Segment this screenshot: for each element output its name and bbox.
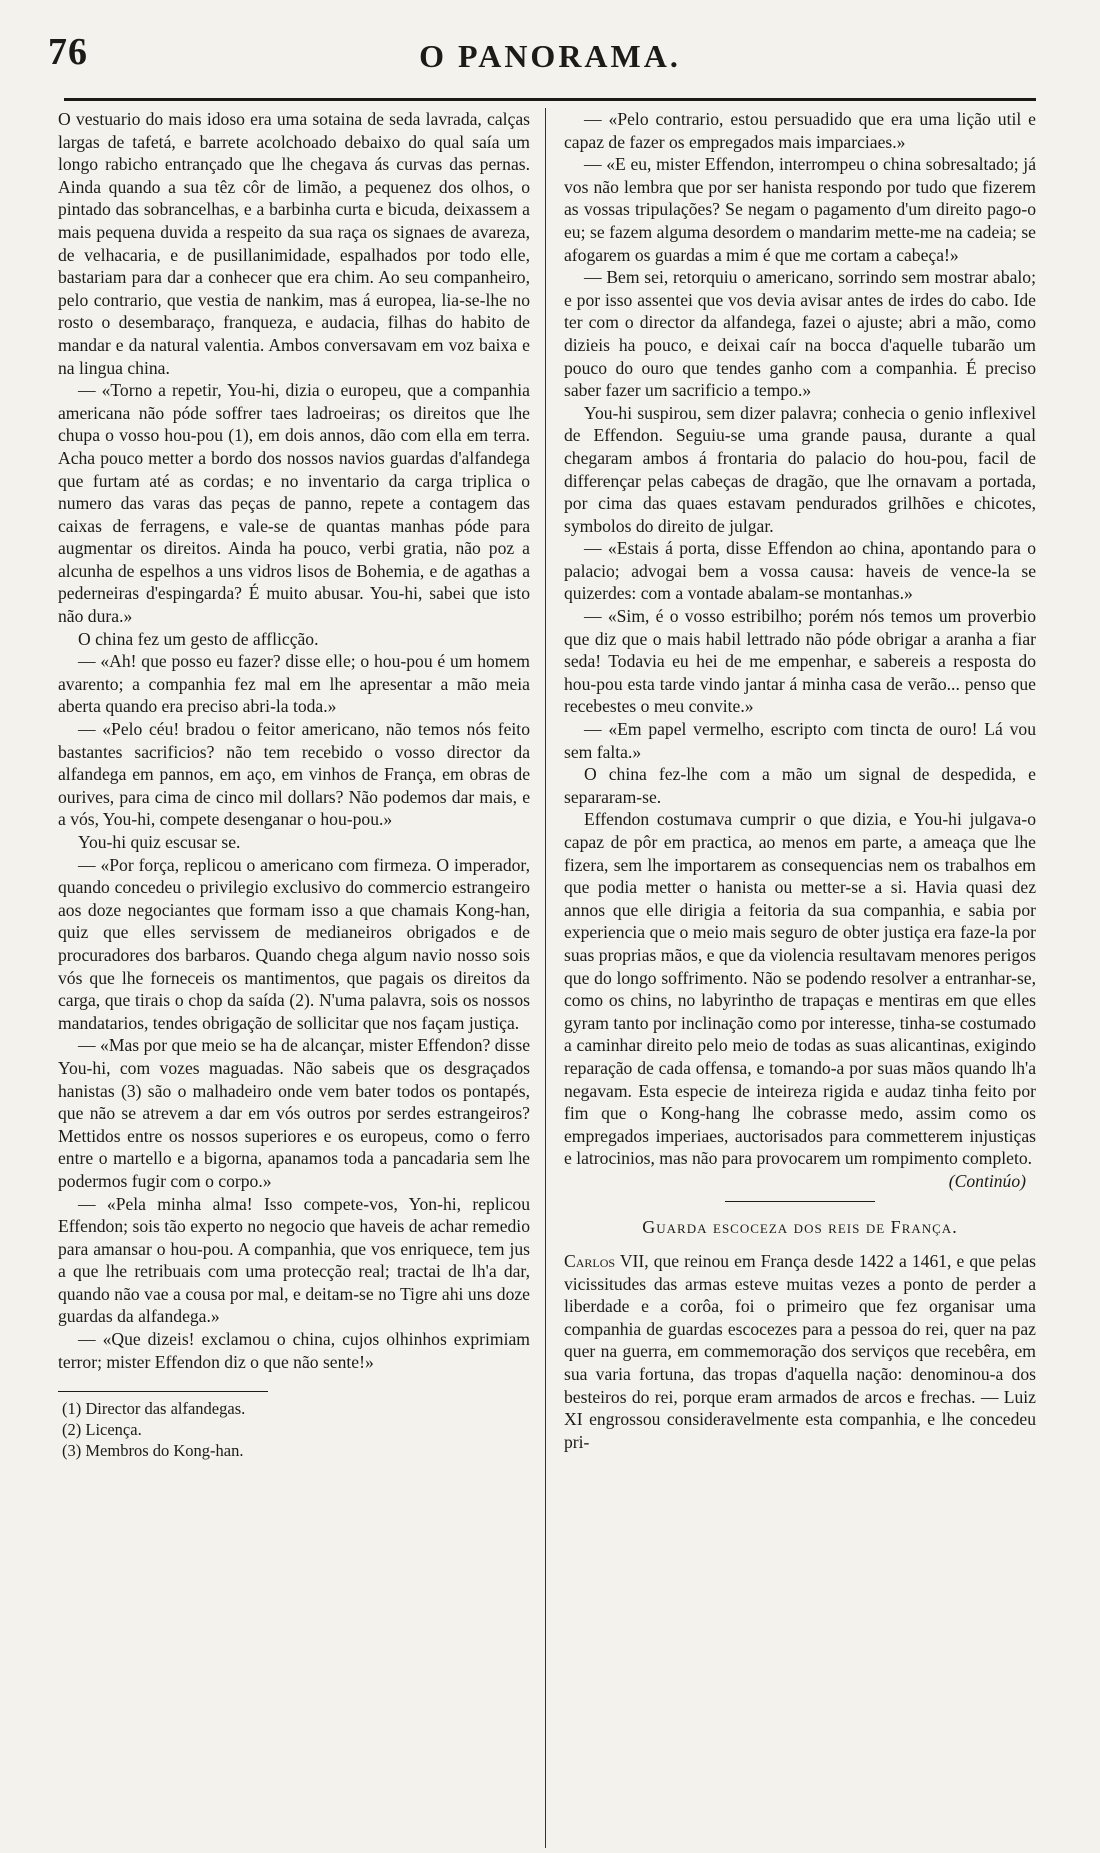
paragraph: — «Torno a repetir, You-hi, dizia o europeu, que a companhia americana não póde soffrer taes ladroeiras; os direitos que lhe chupa o vosso hou-pou (1), em dois annos, dão com ella em terra. Acha pouco metter a bordo dos nossos navios guardas d'alfandega que furtam até as cordas; e no inventario da carga triplica o numero das varas das peças de panno, repete a contagem das caixas de ferragens, e vale-se de quantas manhas póde para augmentar os direitos. Ainda ha pouco, verbi gratia, não poz a alcunha de espelhos a uns vidros lisos de Bohemia, e de agathas a pederneiras d'espingarda? É muito abusar. You-hi, sabei que isto não dura.» bbox=[58, 380, 530, 627]
paragraph: — «E eu, mister Effendon, interrompeu o china sobresaltado; já vos não lembra que por ser hanista respondo por tudo que fizerem as vossas tripulações? Se negam o pagamento d'um direito pago-o eu; se fazem alguma desordem o mandarim mette-me na cadeia; se afogarem os guardas a mim é que me cortam a cabeça!» bbox=[564, 154, 1036, 265]
journal-title: O PANORAMA. bbox=[419, 38, 681, 74]
paragraph: — «Por força, replicou o americano com firmeza. O imperador, quando concedeu o privilegio exclusivo do commercio estrangeiro aos doze negociantes que formam isso a que chamais Kong-han, quiz que elles servissem de medianeiros obrigados e de procuradores dos barbaros. Quando chega algum navio nosso sois vós que lhe forneceis os mantimentos, que pagais os direitos da carga, que tirais o chop da saída (2). N'uma palavra, sois os nossos mandatarios, tendes obrigação de sollicitar que nos façam justiça. bbox=[58, 854, 530, 1033]
continued-note: (Continúo) bbox=[948, 1170, 1026, 1191]
lead-word: Carlos bbox=[564, 1251, 616, 1272]
paragraph: — «Ah! que posso eu fazer? disse elle; o hou-pou é um homem avarento; a companhia fez mal em lhe apresentar a mão meia aberta quando era preciso abri-la toda.» bbox=[58, 651, 530, 717]
paragraph: — «Pelo céu! bradou o feitor americano, não temos nós feito bastantes sacrificios? não tem recebido o vosso director da alfandega em pannos, em aço, em vinhos de França, em obras de ourives, para cima de cinco mil dollars? Não podemos dar mais, e a vós, You-hi, compete desenganar o hou-pou.» bbox=[58, 719, 530, 830]
paragraph: You-hi quiz escusar se. bbox=[78, 832, 241, 852]
footnote-rule bbox=[58, 1391, 268, 1392]
article-text: VII, que reinou em França desde 1422 a 1461, e que pelas vicissitudes das armas esteve muitas vezes a ponto de perder a liberdade e a corôa, foi o primeiro que fez organisar uma companhia de guardas escocezes para a pessoa do rei, quer na paz quer na guerra, em commemoração dos serviços que recebêra, em sua varia fortuna, das tropas d'aquella nação: denominou-a dos besteiros do rei, porque eram armados de arcos e frechas. — Luiz XI engrossou consideravelmente esta companhia, e lhe concedeu pri- bbox=[564, 1251, 1036, 1452]
footnote: (1) Director das alfandegas. bbox=[62, 1399, 246, 1419]
paragraph: — «Que dizeis! exclamou o china, cujos olhinhos exprimiam terror; mister Effendon diz o que não sente!» bbox=[58, 1329, 530, 1372]
paragraph: — «Estais á porta, disse Effendon ao china, apontando para o palacio; advogai bem a vossa causa: haveis de vence-la se quizerdes: com a vontade abalam-se montanhas.» bbox=[564, 538, 1036, 604]
article-paragraph bbox=[564, 1250, 1036, 1453]
section-rule bbox=[725, 1201, 875, 1202]
section-heading: Guarda escoceza dos reis de França. bbox=[642, 1216, 958, 1237]
paragraph: O china fez-lhe com a mão um signal de despedida, e separaram-se. bbox=[564, 764, 1036, 807]
paragraph: O vestuario do mais idoso era uma sotaina de seda lavrada, calças largas de tafetá, e barrete acolchoado debaixo do qual saía um longo rabicho entrançado que lhe chegava ás curvas das pernas. Ainda quando a sua têz côr de limão, a pequenez dos olhos, o pintado das sobrancelhas, e a barbinha curta e bicuda, deixassem a mais pequena duvida a respeito da sua raça os signaes de avareza, de velhacaria, e de pusillanimidade, espalhados por todo elle, bastariam para dar a conhecer que era chim. Ao seu companheiro, pelo contrario, que vestia de nankim, mas á europea, lia-se-lhe no rosto o desembaraço, franqueza, e audacia, filhas do habito de mandar e da natural valentia. Ambos conversavam em voz baixa e na lingua china. bbox=[58, 109, 530, 378]
paragraph: — «Pelo contrario, estou persuadido que era uma lição util e capaz de fazer os empregados mais imparciaes.» bbox=[564, 109, 1036, 152]
left-column bbox=[58, 108, 530, 1461]
header-rule bbox=[64, 98, 1036, 101]
column-divider bbox=[545, 108, 546, 1848]
paragraph: — «Em papel vermelho, escripto com tincta de ouro! Lá vou sem falta.» bbox=[564, 719, 1036, 762]
page-number: 76 bbox=[48, 31, 88, 73]
footnote: (2) Licença. bbox=[62, 1420, 142, 1440]
paragraph: — «Sim, é o vosso estribilho; porém nós temos um proverbio que diz que o mais habil lettrado não póde obrigar a aranha a fiar seda! Todavia eu hei de me empenhar, e sabereis a resposta do hou-pou esta tarde vindo jantar á minha casa de verão... penso que recebestes o meu convite.» bbox=[564, 606, 1036, 717]
paragraph: — «Mas por que meio se ha de alcançar, mister Effendon? disse You-hi, com vozes maguadas. Não sabeis que os desgraçados hanistas (3) são o malhadeiro onde vem bater todos os pontapés, que não se atrevem a dar em vós outros por serdes estrangeiros? Mettidos entre os nossos superiores e os europeus, como o ferro entre o martello e a bigorna, apanamos toda a pancadaria sem lhe podermos fugir com o corpo.» bbox=[58, 1035, 530, 1191]
paragraph: — «Pela minha alma! Isso compete-vos, Yon-hi, replicou Effendon; sois tão experto no negocio que haveis de achar remedio para amansar o hou-pou. A companhia, que vos enriquece, tem jus a que lhe retribuais com uma protecção real; tractai de lh'a dar, quando não vae a cousa por mal, e deitam-se no Tigre ahi uns doze guardas da alfandega.» bbox=[58, 1193, 530, 1327]
footnote: (3) Membros do Kong-han. bbox=[62, 1441, 244, 1461]
paragraph: O china fez um gesto de afflicção. bbox=[78, 628, 319, 649]
paragraph: Effendon costumava cumprir o que dizia, e You-hi julgava-o capaz de pôr em practica, ao menos em parte, a ameaça que lhe fizera, sem lhe importarem as consequencias nem os trabalhos em que podia metter o hanista ou metter-se a si. Havia quasi dez annos que elle dirigia a feitoria da sua companhia, e sabia por experiencia que o meio mais seguro de obter justiça era faze-la por suas proprias mãos, e que da violencia resultavam menores perigos que do longo soffrimento. Não se podendo resolver a entranhar-se, como os chins, no labyrintho de trapaças e mentiras em que elles gyram tanto por inclinação como por interesse, tinha-se costumado a caminhar direito pelo meio de todas as suas alicantinas, exigindo reparação de cada offensa, e tomando-a por suas mãos quando lh'a negavam. Esta especie de inteireza rigida e audaz tinha feito por fim que o Kong-hang lhe cobrasse medo, assim como os empregados imperiaes, auctorisados para commetterem injustiças e latrocinios, mas não para provocarem um rompimento completo. bbox=[564, 809, 1036, 1169]
paragraph: You-hi suspirou, sem dizer palavra; conhecia o genio inflexivel de Effendon. Seguiu-se uma grande pausa, durante a qual chegaram ambos á frontaria do palacio do hou-pou, facil de differençar pelas cabeças de dragão, que lhe ornavam a portada, por cima das quaes estavam pendurados grilhões e chicotes, symbolos do direito de julgar. bbox=[564, 402, 1036, 536]
paragraph: — Bem sei, retorquiu o americano, sorrindo sem mostrar abalo; e por isso assentei que vos devia avisar antes de irdes do cabo. Ide ter com o director da alfandega, fazei o ajuste; abri a mão, como dizieis ha pouco, e deixai caír na bocca d'aquelle tubarão um pouco do ouro que tendes ganho com a companhia. É preciso saber fazer um sacrificio a tempo.» bbox=[564, 267, 1036, 401]
right-column bbox=[564, 108, 1036, 1453]
